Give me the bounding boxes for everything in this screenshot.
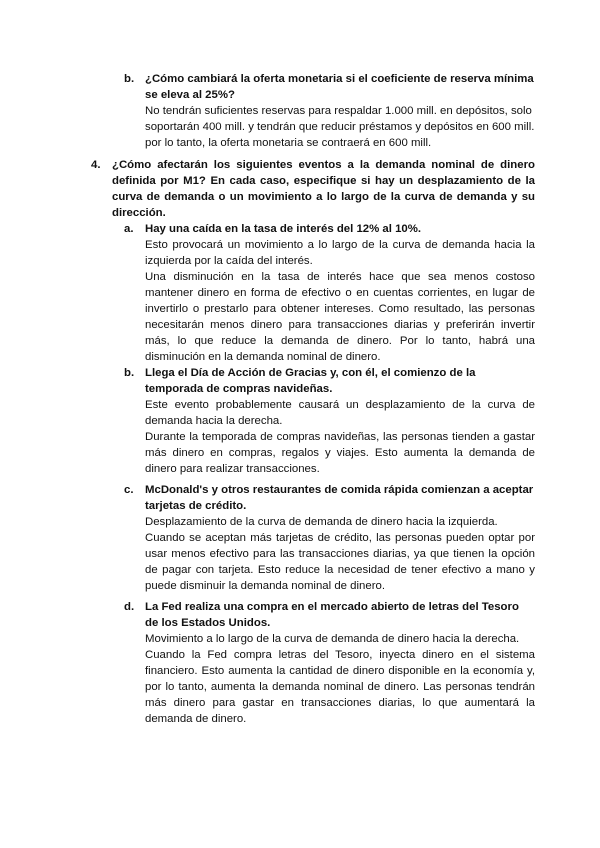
question-4	[112, 157, 535, 221]
item-label: d.	[124, 601, 135, 613]
item-label: b.	[124, 73, 135, 85]
item-b	[145, 365, 535, 477]
item-c-question: McDonald's y otros restaurantes de comida rápida comienzan a aceptar tarjetas de crédito.	[145, 484, 534, 512]
item-b-p2: Durante la temporada de compras navideñas, las personas tienden a gastar más dinero en compras, regalos y viajes. Esto aumenta la demanda de dinero para realizar transacciones.	[145, 431, 535, 475]
question-b-prev	[145, 71, 535, 151]
item-b-question: Llega el Día de Acción de Gracias y, con él, el comienzo de la temporada de compras navideñas.	[145, 367, 476, 395]
item-label: c.	[124, 484, 134, 496]
item-c-p2: Cuando se aceptan más tarjetas de crédito, las personas pueden optar por usar menos efectivo para las transacciones diarias, ya que tienen la opción de pagar con tarjeta. Esto reduce la necesidad de tener efectivo a mano y puede disminuir la demanda nominal de dinero.	[145, 532, 535, 592]
item-c	[145, 482, 535, 594]
item-a-question: Hay una caída en la tasa de interés del 12% al 10%.	[145, 223, 422, 235]
question-4-text: ¿Cómo afectarán los siguientes eventos a la demanda nominal de dinero definida por M1? En cada caso, especifique si hay un desplazamiento de la curva de demanda o un movimiento a lo largo de la curva de demanda y su dirección.	[112, 159, 535, 219]
item-b-p1: Este evento probablemente causará un desplazamiento de la curva de demanda hacia la derecha.	[145, 399, 535, 427]
item-c-p1: Desplazamiento de la curva de demanda de dinero hacia la izquierda.	[145, 516, 498, 528]
item-a-p2: Una disminución en la tasa de interés hace que sea menos costoso mantener dinero en forma de efectivo o en cuentas corrientes, en lugar de invertirlo o prestarlo para obtener intereses. Como resultado, las personas necesitarán menos dinero para transacciones diarias y preferirán invertir más, lo que reduce la demanda de dinero. Por lo tanto, habrá una disminución en la demanda nominal de dinero.	[145, 271, 535, 363]
item-label: a.	[124, 223, 134, 235]
item-label: b.	[124, 367, 135, 379]
item-d-question: La Fed realiza una compra en el mercado abierto de letras del Tesoro de los Estados Unidos.	[145, 601, 519, 629]
item-d	[145, 599, 535, 727]
question-number: 4.	[91, 159, 101, 171]
item-a	[145, 221, 535, 365]
answer-text: No tendrán suficientes reservas para respaldar 1.000 mill. en depósitos, solo soportarán 400 mill. y tendrán que reducir préstamos y depósitos en 600 mill. por lo tanto, la oferta monetaria se contraerá en 600 mill.	[145, 105, 535, 149]
item-a-p1: Esto provocará un movimiento a lo largo de la curva de demanda hacia la izquierda por la caída del interés.	[145, 239, 535, 267]
question-text: ¿Cómo cambiará la oferta monetaria si el coeficiente de reserva mínima se eleva al 25%?	[145, 73, 534, 101]
item-d-p2: Cuando la Fed compra letras del Tesoro, inyecta dinero en el sistema financiero. Esto aumenta la cantidad de dinero disponible en la economía y, por lo tanto, aumenta la demanda nominal de dinero. Las personas tendrán más dinero para gastar en transacciones diarias, lo que aumentará la demanda de dinero.	[145, 649, 535, 725]
item-d-p1: Movimiento a lo largo de la curva de demanda de dinero hacia la derecha.	[145, 633, 520, 645]
